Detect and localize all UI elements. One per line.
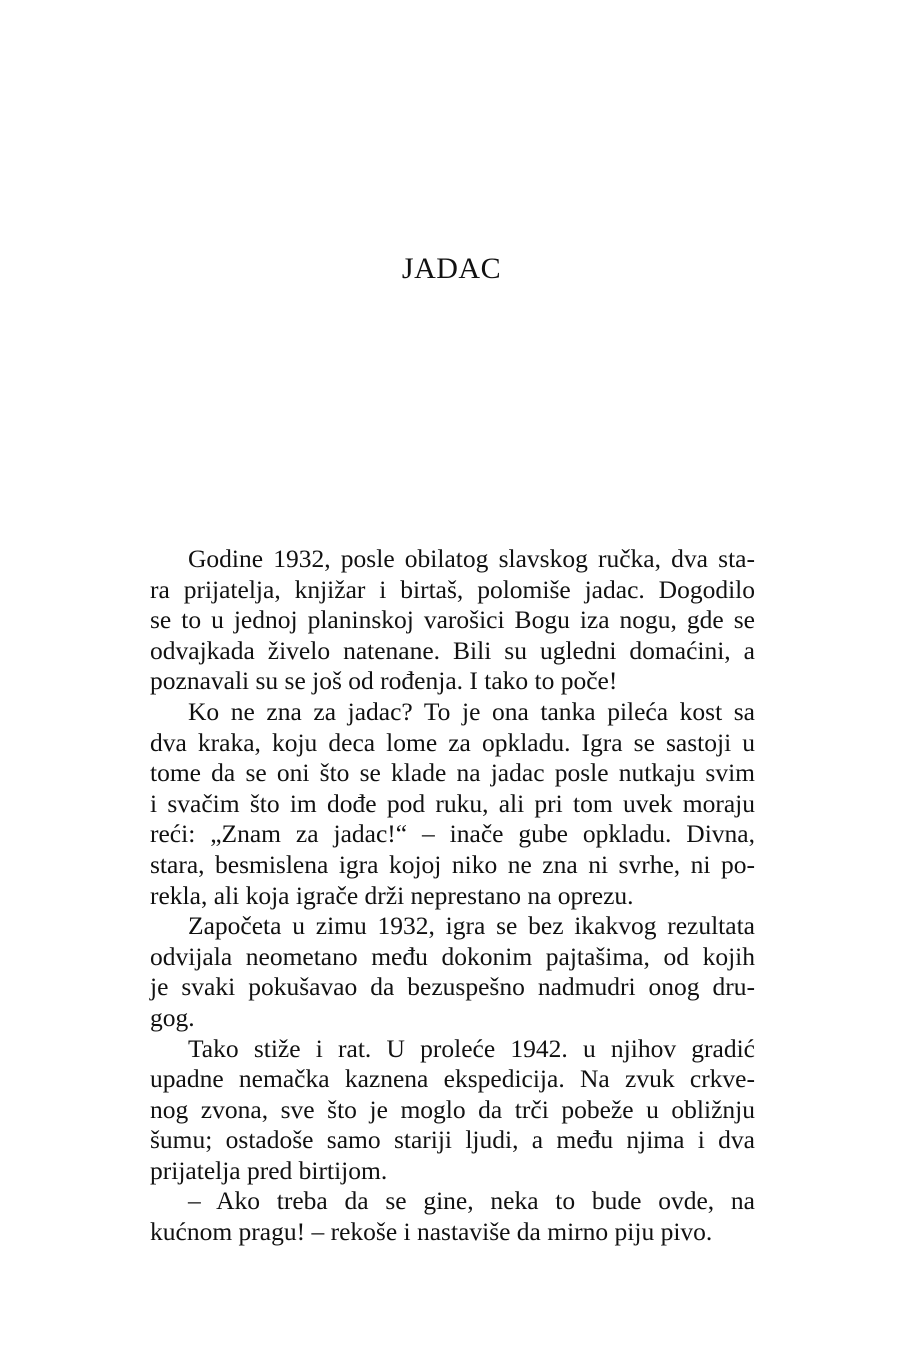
- chapter-title: JADAC: [401, 252, 502, 285]
- text-line: gog.: [150, 1002, 195, 1032]
- text-line: odvajkada živelo natenane. Bili su ugledni domaćini, a: [150, 635, 755, 665]
- text-line: upadne nemačka kaznena ekspedicija. Na zvuk crkve-: [150, 1064, 755, 1094]
- text-line: Započeta u zimu 1932, igra se bez ikakvog rezultata: [188, 911, 755, 941]
- text-line: odvijala neometano među dokonim pajtašima, od kojih: [150, 941, 755, 971]
- text-line: reći: „Znam za jadac!“ – inače gube opkladu. Divna,: [150, 819, 755, 849]
- text-line: – Ako treba da se gine, neka to bude ovde, na: [188, 1186, 755, 1216]
- text-line: ra prijatelja, knjižar i birtaš, polomiše jadac. Dogodilo: [150, 574, 755, 604]
- text-line: je svaki pokušavao da bezuspešno nadmudri onog dru-: [150, 972, 755, 1002]
- text-line: nog zvona, sve što je moglo da trči pobeže u obližnju: [150, 1094, 755, 1124]
- body-text: [150, 544, 755, 1248]
- text-line: rekla, ali koja igrače drži neprestano na oprezu.: [150, 880, 634, 910]
- text-line: poznavali su se još od rođenja. I tako to poče!: [150, 666, 618, 696]
- text-line: se to u jednoj planinskoj varošici Bogu iza nogu, gde se: [150, 605, 755, 635]
- text-line: Godine 1932, posle obilatog slavskog ručka, dva sta-: [188, 544, 755, 573]
- text-line: Ko ne zna za jadac? To je ona tanka pileća kost sa: [188, 696, 755, 726]
- text-line: i svačim što im dođe pod ruku, ali pri tom uvek moraju: [150, 788, 755, 818]
- text-line: tome da se oni što se klade na jadac posle nutkaju svim: [150, 758, 755, 788]
- text-line: Tako stiže i rat. U proleće 1942. u njihov gradić: [188, 1033, 755, 1063]
- text-line: dva kraka, koju deca lome za opkladu. Igra se sastoji u: [150, 727, 755, 757]
- text-line: kućnom pragu! – rekoše i nastaviše da mirno piju pivo.: [150, 1217, 713, 1247]
- text-line: stara, besmislena igra kojoj niko ne zna ni svrhe, ni po-: [150, 849, 755, 879]
- text-line: prijatelja pred birtijom.: [150, 1155, 388, 1185]
- text-line: šumu; ostadoše samo stariji ljudi, a među njima i dva: [150, 1125, 755, 1155]
